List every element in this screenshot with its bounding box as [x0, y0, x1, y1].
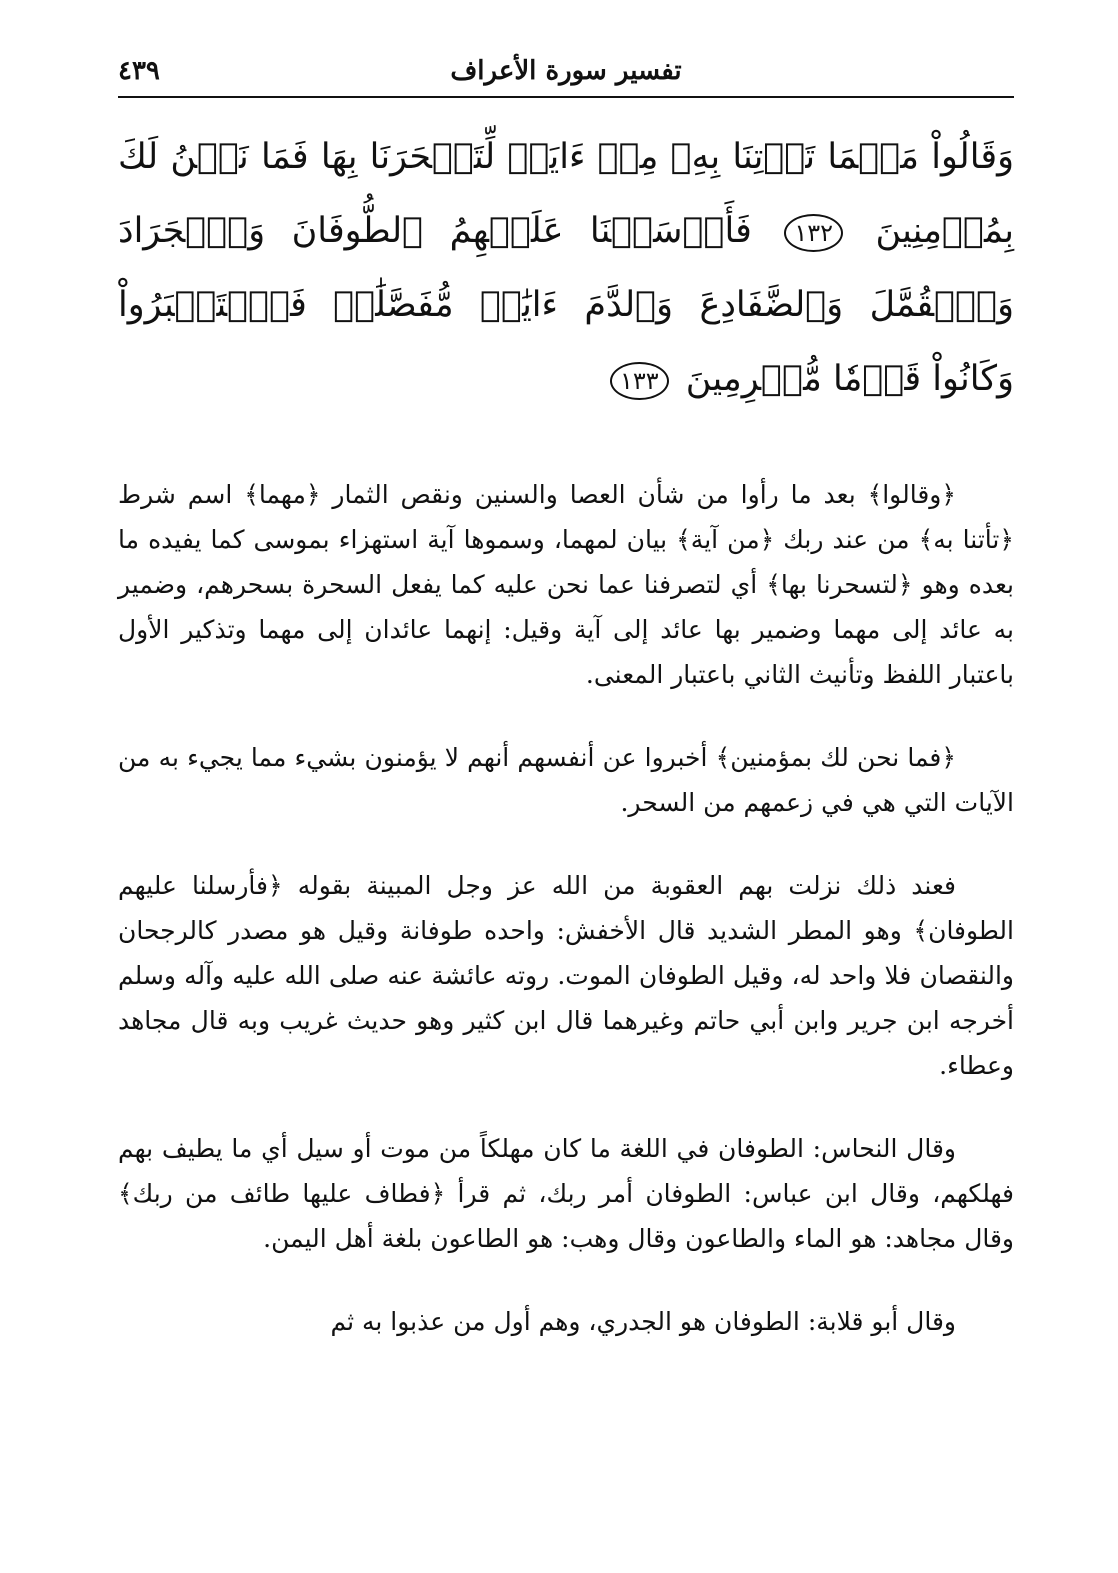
quran-verse: [118, 120, 1014, 416]
commentary: [118, 472, 1014, 1344]
running-title: تفسير سورة الأعراف: [450, 56, 682, 86]
verse-number-marker: ١٣٣: [610, 362, 669, 400]
commentary-paragraph: ﴿فما نحن لك بمؤمنين﴾ أخبروا عن أنفسهم أنهم لا يؤمنون بشيء مما يجيء به من الآيات التي هي في زعمهم من السحر.: [118, 743, 1014, 817]
verse-number-marker: ١٣٢: [784, 214, 843, 252]
verse-text-133: فَأَرۡسَلۡنَا عَلَيۡهِمُ ٱلطُّوفَانَ وَٱلۡجَرَادَ وَٱلۡقُمَّلَ وَٱلضَّفَادِعَ وَٱلدَّمَ ءَايَٰتٖ مُّفَصَّلَٰتٖ فَٱسۡتَكۡبَرُواْ وَكَانُواْ قَوۡمٗا مُّجۡرِمِينَ: [118, 211, 1014, 399]
verse-text-132: وَقَالُواْ مَهۡمَا تَأۡتِنَا بِهِۦ مِنۡ ءَايَةٖ لِّتَسۡحَرَنَا بِهَا فَمَا نَحۡنُ لَكَ بِمُؤۡمِنِينَ: [118, 137, 1014, 251]
page-header: [118, 48, 1014, 98]
commentary-paragraph: وقال أبو قلابة: الطوفان هو الجدري، وهم أول من عذبوا به ثم: [330, 1307, 956, 1336]
page: [118, 48, 1014, 1344]
commentary-paragraph: وقال النحاس: الطوفان في اللغة ما كان مهلكاً من موت أو سيل أي ما يطيف بهم فهلكهم، وقال ابن عباس: الطوفان أمر ربك، ثم قرأ ﴿فطاف عليها طائف من ربك﴾ وقال مجاهد: هو الماء والطاعون وقال وهب: هو الطاعون بلغة أهل اليمن.: [118, 1134, 1014, 1253]
page-number: ٤٣٩: [118, 56, 160, 86]
commentary-paragraph: فعند ذلك نزلت بهم العقوبة من الله عز وجل المبينة بقوله ﴿فأرسلنا عليهم الطوفان﴾ وهو المطر الشديد قال الأخفش: واحده طوفانة وقيل هو مصدر كالرجحان والنقصان فلا واحد له، وقيل الطوفان الموت. روته عائشة عنه صلى الله عليه وآله وسلم أخرجه ابن جرير وابن أبي حاتم وغيرهما قال ابن كثير وهو حديث غريب وبه قال مجاهد وعطاء.: [118, 871, 1014, 1080]
commentary-paragraph: ﴿وقالوا﴾ بعد ما رأوا من شأن العصا والسنين ونقص الثمار ﴿مهما﴾ اسم شرط ﴿تأتنا به﴾ من عند ربك ﴿من آية﴾ بيان لمهما، وسموها آية استهزاء بموسى كما يفيده ما بعده وهو ﴿لتسحرنا بها﴾ أي لتصرفنا عما نحن عليه كما يفعل السحرة بسحرهم، وضمير به عائد إلى مهما وضمير بها عائد إلى آية وقيل: إنهما عائدان إلى مهما وتذكير الأول باعتبار اللفظ وتأنيث الثاني باعتبار المعنى.: [118, 480, 1014, 689]
